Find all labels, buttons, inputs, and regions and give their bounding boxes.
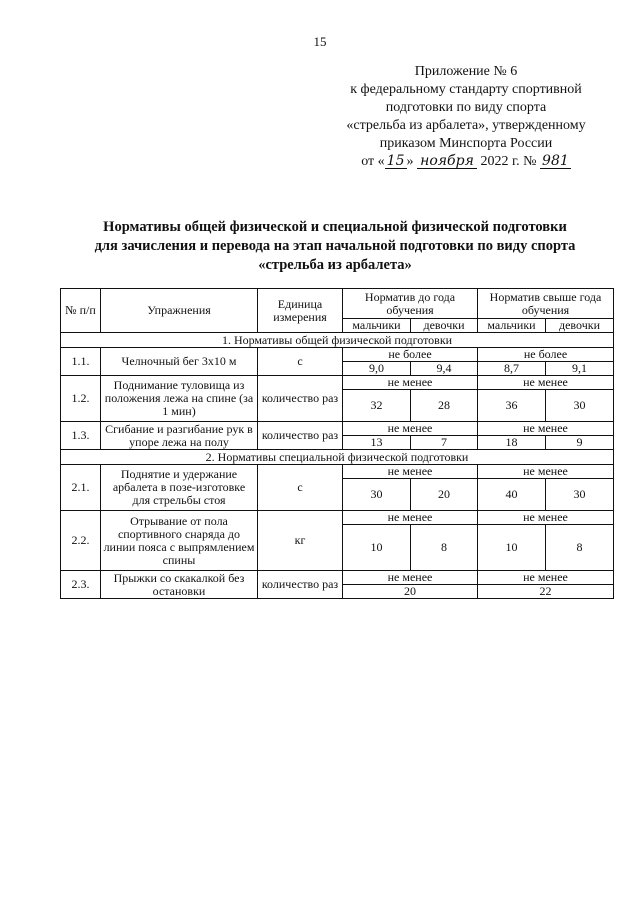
value-cell: 9 — [546, 436, 614, 450]
header-norm-before: Норматив до года обучения — [343, 289, 478, 319]
row-num: 1.1. — [61, 348, 101, 376]
value-cell: 18 — [478, 436, 546, 450]
row-unit: кг — [258, 511, 343, 571]
value-cell: 9,4 — [411, 362, 478, 376]
appendix-date-line — [316, 153, 616, 171]
title-line: «стрельба из арбалета» — [258, 257, 412, 273]
value-cell: 30 — [343, 479, 411, 511]
header-boys: мальчики — [478, 319, 546, 333]
section-row — [61, 333, 614, 348]
value-cell: 30 — [546, 390, 614, 422]
appendix-line: «стрельба из арбалета», утвержденному — [346, 118, 586, 133]
value-cell: 9,1 — [546, 362, 614, 376]
section-row — [61, 450, 614, 465]
row-exercise: Сгибание и разгибание рук в упоре лежа на полу — [101, 422, 258, 450]
row-condition: не менее — [478, 422, 614, 436]
value-cell: 8 — [546, 525, 614, 571]
header-row — [61, 289, 614, 319]
value-cell: 8 — [411, 525, 478, 571]
value-cell-merged: 20 — [343, 585, 478, 599]
value-cell: 7 — [411, 436, 478, 450]
value-cell: 30 — [546, 479, 614, 511]
date-month: ноября — [417, 154, 477, 169]
row-unit: с — [258, 348, 343, 376]
row-num: 2.1. — [61, 465, 101, 511]
row-num: 1.3. — [61, 422, 101, 450]
row-condition: не менее — [478, 511, 614, 525]
row-exercise: Челночный бег 3x10 м — [101, 348, 258, 376]
header-boys: мальчики — [343, 319, 411, 333]
row-exercise: Поднимание туловища из положения лежа на спине (за 1 мин) — [101, 376, 258, 422]
row-condition: не менее — [343, 422, 478, 436]
value-cell: 10 — [343, 525, 411, 571]
row-exercise: Прыжки со скакалкой без остановки — [101, 571, 258, 599]
appendix-block — [316, 63, 616, 171]
row-condition: не более — [343, 348, 478, 362]
date-day: 15 — [386, 153, 405, 169]
date-year: 2022 г. № — [480, 154, 537, 169]
row-condition: не менее — [478, 465, 614, 479]
date-prefix: от « — [361, 154, 385, 169]
title-line: для зачисления и перевода на этап начальной подготовки по виду спорта — [94, 238, 576, 254]
appendix-line: подготовки по виду спорта — [385, 100, 547, 115]
row-num: 1.2. — [61, 376, 101, 422]
appendix-line: Приложение № 6 — [414, 64, 518, 79]
value-cell: 9,0 — [343, 362, 411, 376]
value-cell: 40 — [478, 479, 546, 511]
value-cell-merged: 22 — [478, 585, 614, 599]
header-exercise: Упражнения — [101, 289, 258, 333]
header-unit: Единица измерения — [258, 289, 343, 333]
section-title: 2. Нормативы специальной физической подготовки — [61, 450, 614, 465]
row-num: 2.3. — [61, 571, 101, 599]
row-condition: не менее — [478, 376, 614, 390]
appendix-line: к федеральному стандарту спортивной — [350, 82, 582, 97]
table-row — [61, 571, 614, 585]
order-number: 981 — [542, 153, 569, 169]
table-row — [61, 422, 614, 436]
row-num: 2.2. — [61, 511, 101, 571]
section-title: 1. Нормативы общей физической подготовки — [61, 333, 614, 348]
table-row — [61, 511, 614, 525]
table-row — [61, 376, 614, 390]
row-exercise: Отрывание от пола спортивного снаряда до линии пояса с выпрямлением спины — [101, 511, 258, 571]
row-condition: не менее — [478, 571, 614, 585]
value-cell: 8,7 — [478, 362, 546, 376]
value-cell: 28 — [411, 390, 478, 422]
date-mid: » — [406, 154, 414, 169]
row-condition: не менее — [343, 465, 478, 479]
page-number: 15 — [313, 34, 327, 49]
row-condition: не менее — [343, 571, 478, 585]
row-unit: с — [258, 465, 343, 511]
row-condition: не менее — [343, 511, 478, 525]
row-unit: количество раз — [258, 422, 343, 450]
title-line: Нормативы общей физической и специальной физической подготовки — [103, 219, 567, 235]
header-girls: девочки — [546, 319, 614, 333]
document-title — [60, 218, 610, 275]
row-unit: количество раз — [258, 376, 343, 422]
value-cell: 32 — [343, 390, 411, 422]
value-cell: 10 — [478, 525, 546, 571]
table-row — [61, 348, 614, 362]
appendix-line: приказом Минспорта России — [379, 136, 553, 151]
header-norm-after: Норматив свыше года обучения — [478, 289, 614, 319]
value-cell: 20 — [411, 479, 478, 511]
value-cell: 36 — [478, 390, 546, 422]
row-exercise: Поднятие и удержание арбалета в позе-изготовке для стрельбы стоя — [101, 465, 258, 511]
header-num: № п/п — [61, 289, 101, 333]
table-row — [61, 465, 614, 479]
header-girls: девочки — [411, 319, 478, 333]
value-cell: 13 — [343, 436, 411, 450]
row-condition: не менее — [343, 376, 478, 390]
row-condition: не более — [478, 348, 614, 362]
norms-table — [60, 288, 614, 599]
row-unit: количество раз — [258, 571, 343, 599]
